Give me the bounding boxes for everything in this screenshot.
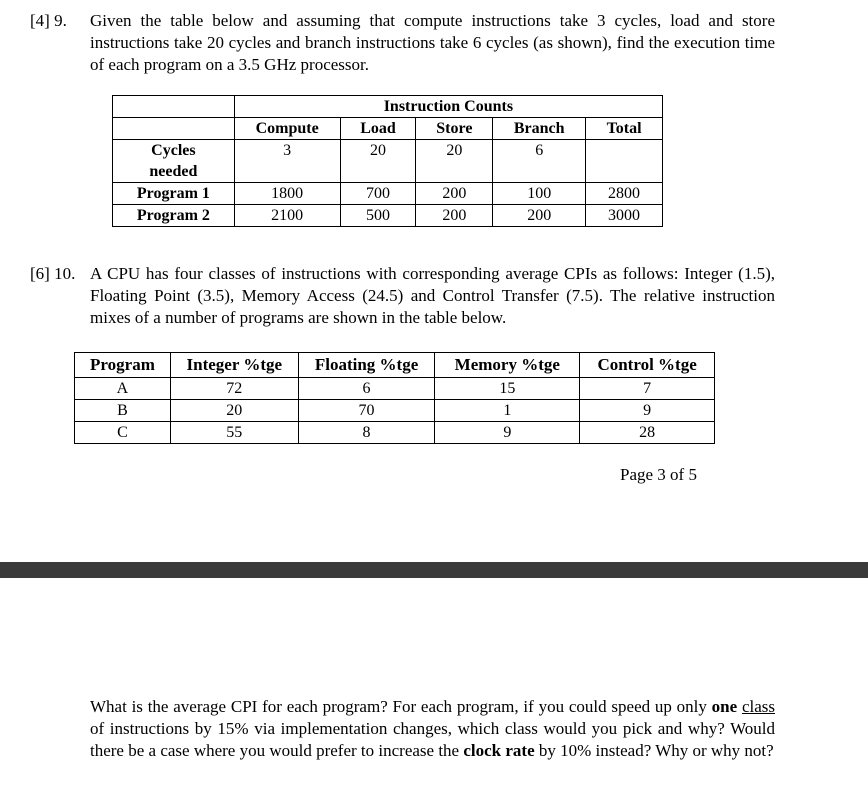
table1-cell: 1800 [234, 183, 340, 205]
table2-cell: C [75, 422, 171, 444]
question-part-3: of instructions by 15% via implementation changes, which class would you pick and why? Would there be a case where you would prefer to increase the [90, 719, 775, 760]
table1-cell: 200 [416, 205, 493, 227]
table1-cell: 20 [416, 140, 493, 183]
table1-cell: 500 [340, 205, 416, 227]
page-separator [0, 562, 868, 578]
underlined-class: class [741, 697, 775, 716]
table1-cell: 2800 [586, 183, 663, 205]
question-9 [30, 10, 775, 80]
table1-cell: 200 [493, 205, 586, 227]
page-number: Page 3 of 5 [620, 465, 697, 484]
table1-empty-cell [113, 118, 235, 140]
question-part-1: What is the average CPI for each program? For each program, if you could speed up only [90, 697, 712, 716]
table1-cell: 3 [234, 140, 340, 183]
table2-cell: B [75, 400, 171, 422]
table2-cell: 20 [170, 400, 298, 422]
table2-cell: 8 [298, 422, 435, 444]
table1-cell: 6 [493, 140, 586, 183]
table2-cell: 9 [580, 400, 715, 422]
table1-cycles-label-line2: needed [149, 163, 198, 180]
table1-corner-cell [113, 96, 235, 118]
question-10 [30, 263, 775, 333]
table1-header-load: Load [340, 118, 416, 140]
emphasis-one: one [711, 697, 738, 716]
instruction-counts-table [112, 95, 663, 227]
table1-header-store: Store [416, 118, 493, 140]
table2-cell: 6 [298, 378, 435, 400]
table1-cycles-label [113, 140, 235, 183]
table1-header-compute: Compute [234, 118, 340, 140]
table2-cell: 7 [580, 378, 715, 400]
table1-row-label: Program 1 [113, 183, 235, 205]
table1-row-program-2 [113, 205, 663, 227]
table2-row-a [75, 378, 715, 400]
table1-cell [586, 140, 663, 183]
instruction-mix-table [74, 352, 715, 444]
table2-cell: A [75, 378, 171, 400]
table2-cell: 28 [580, 422, 715, 444]
table1-row-program-1 [113, 183, 663, 205]
table1-cell: 2100 [234, 205, 340, 227]
table1-cell: 200 [416, 183, 493, 205]
table1-cell: 3000 [586, 205, 663, 227]
table1-header-branch: Branch [493, 118, 586, 140]
table1-row-cycles [113, 140, 663, 183]
table2-header-program: Program [75, 353, 171, 378]
table2-cell: 55 [170, 422, 298, 444]
table2-header-integer: Integer %tge [170, 353, 298, 378]
table2-cell: 1 [435, 400, 580, 422]
question-9-text: Given the table below and assuming that compute instructions take 3 cycles, load and store instructions take 20 cycles and branch instructions take 6 cycles (as shown), find the execution time of each program on a 3.5 GHz processor. [90, 11, 775, 74]
follow-up-question [90, 696, 775, 762]
table2-cell: 9 [435, 422, 580, 444]
table2-header-control: Control %tge [580, 353, 715, 378]
table2-header-row [75, 353, 715, 378]
question-part-4: by 10% instead? Why or why not? [534, 741, 774, 760]
question-10-text: A CPU has four classes of instructions with corresponding average CPIs as follows: Integer (1.5), Floating Point (3.5), Memory Access (24.5) and Control Transfer (7.5). The relative instruction mixes of a number of programs are shown in the table below. [90, 264, 775, 327]
table1-cell: 20 [340, 140, 416, 183]
table2-cell: 15 [435, 378, 580, 400]
table1-header-total: Total [586, 118, 663, 140]
table2-cell: 70 [298, 400, 435, 422]
table1-row-label: Program 2 [113, 205, 235, 227]
table2-cell: 72 [170, 378, 298, 400]
question-9-marks: [4] 9. [30, 11, 67, 30]
table2-row-b [75, 400, 715, 422]
table2-row-c [75, 422, 715, 444]
question-10-marks: [6] 10. [30, 264, 76, 283]
table1-group-header: Instruction Counts [234, 96, 662, 118]
table1-cell: 100 [493, 183, 586, 205]
table1-cell: 700 [340, 183, 416, 205]
table2-header-floating: Floating %tge [298, 353, 435, 378]
table1-cycles-label-line1: Cycles [151, 142, 196, 159]
table2-header-memory: Memory %tge [435, 353, 580, 378]
emphasis-clock-rate: clock rate [463, 741, 535, 760]
